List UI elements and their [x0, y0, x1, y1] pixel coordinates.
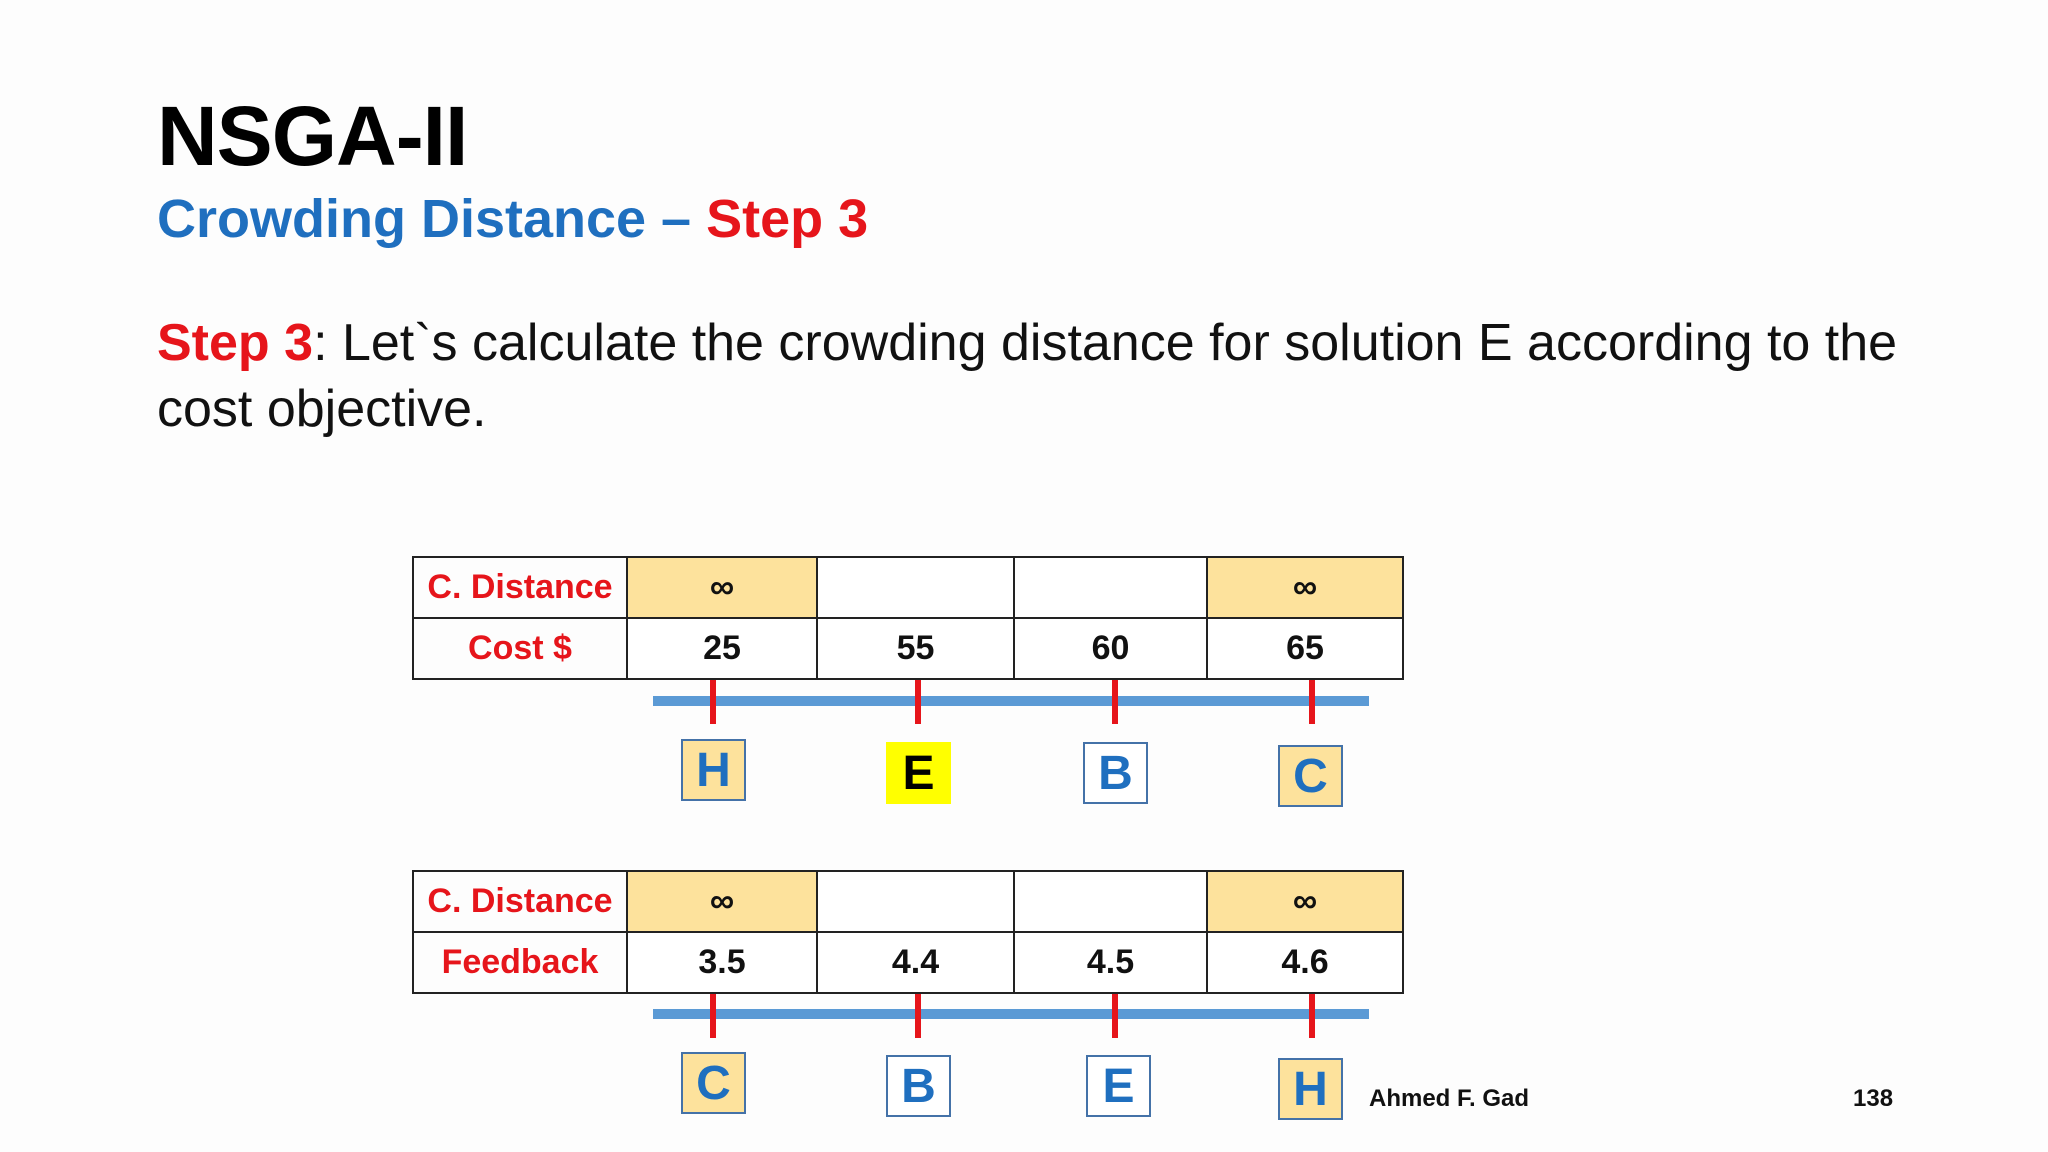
solution-box: H	[1278, 1058, 1343, 1120]
body-step-label: Step 3	[157, 314, 314, 372]
solution-box-highlighted: E	[886, 742, 951, 804]
row-label: C. Distance	[413, 557, 627, 618]
axis-tick	[1309, 680, 1315, 724]
row-label: Cost $	[413, 618, 627, 679]
axis-tick	[710, 994, 716, 1038]
distance-cell	[817, 871, 1014, 932]
distance-cell: ∞	[627, 871, 817, 932]
axis-tick	[1309, 994, 1315, 1038]
table-row	[413, 618, 1403, 679]
solution-box: B	[886, 1055, 951, 1117]
value-cell: 65	[1207, 618, 1403, 679]
solution-box: B	[1083, 742, 1148, 804]
slide-subtitle	[157, 188, 868, 250]
cost-axis-line	[653, 696, 1369, 706]
axis-tick	[710, 680, 716, 724]
feedback-distance-table	[412, 870, 1404, 994]
axis-tick	[1112, 680, 1118, 724]
table-row	[413, 932, 1403, 993]
slide-title: NSGA-II	[157, 89, 468, 183]
distance-cell	[817, 557, 1014, 618]
solution-box: C	[1278, 745, 1343, 807]
row-label: C. Distance	[413, 871, 627, 932]
value-cell: 4.6	[1207, 932, 1403, 993]
value-cell: 4.5	[1014, 932, 1207, 993]
distance-cell: ∞	[627, 557, 817, 618]
value-cell: 55	[817, 618, 1014, 679]
row-label: Feedback	[413, 932, 627, 993]
subtitle-step: Step 3	[706, 189, 869, 249]
solution-box: E	[1086, 1055, 1151, 1117]
feedback-axis-line	[653, 1009, 1369, 1019]
distance-cell	[1014, 871, 1207, 932]
body-paragraph	[157, 310, 1917, 442]
solution-box: C	[681, 1052, 746, 1114]
distance-cell: ∞	[1207, 871, 1403, 932]
footer-author: Ahmed F. Gad	[1369, 1085, 1530, 1112]
value-cell: 25	[627, 618, 817, 679]
distance-cell: ∞	[1207, 557, 1403, 618]
table-row	[413, 557, 1403, 618]
axis-tick	[915, 994, 921, 1038]
body-text: : Let`s calculate the crowding distance for solution E according to the cost objective.	[157, 314, 1898, 438]
cost-distance-table	[412, 556, 1404, 680]
solution-box: H	[681, 739, 746, 801]
distance-cell	[1014, 557, 1207, 618]
axis-tick	[915, 680, 921, 724]
page-number: 138	[1853, 1085, 1894, 1112]
value-cell: 4.4	[817, 932, 1014, 993]
value-cell: 60	[1014, 618, 1207, 679]
table-row	[413, 871, 1403, 932]
subtitle-topic: Crowding Distance –	[157, 189, 692, 249]
axis-tick	[1112, 994, 1118, 1038]
value-cell: 3.5	[627, 932, 817, 993]
